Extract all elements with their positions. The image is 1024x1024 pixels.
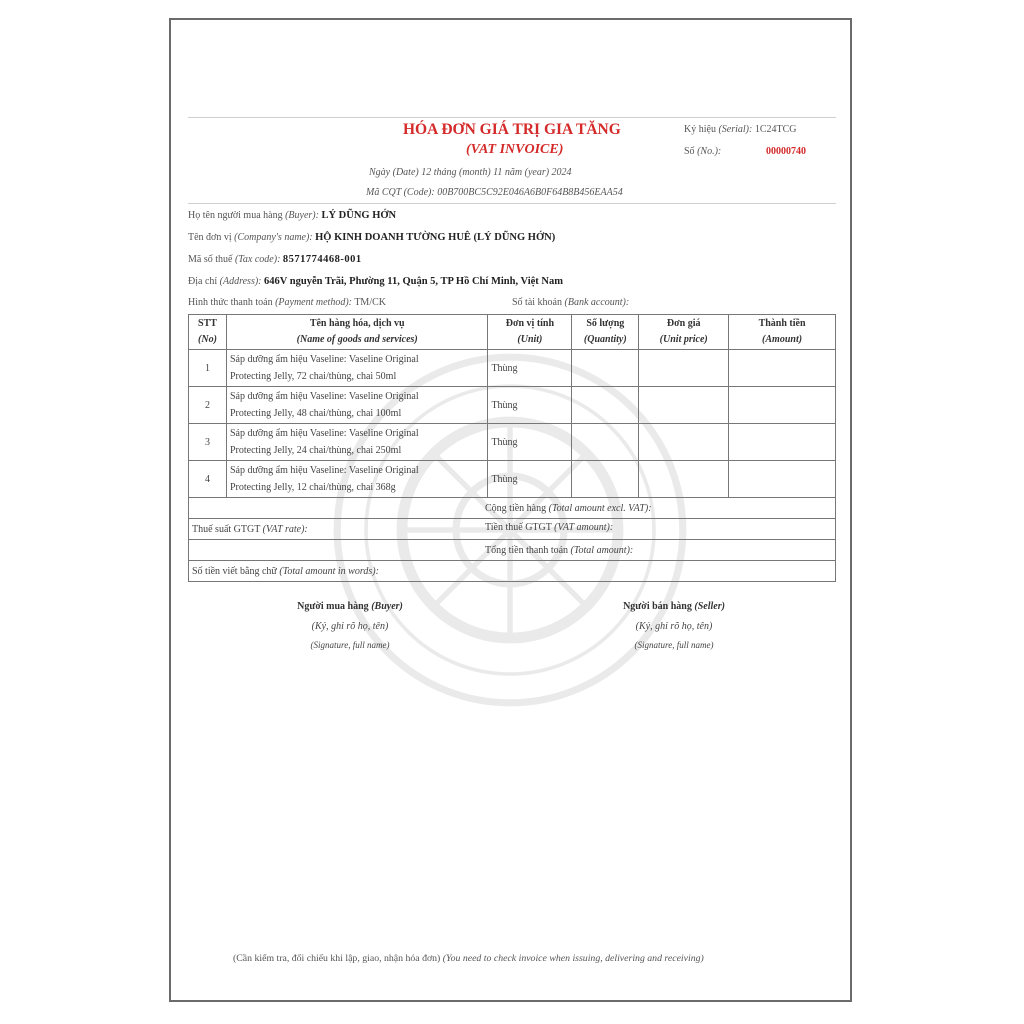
- vat-amount-label-en: (VAT amount):: [554, 522, 614, 533]
- col-header-quantity: Số lượng (Quantity): [572, 315, 639, 350]
- table-header-row: [189, 315, 836, 350]
- invoice-date: Ngày (Date) 12 tháng (month) 11 năm (year) 2024: [369, 167, 572, 178]
- vat-row: [189, 519, 836, 540]
- buyer-name-label-en: (Buyer):: [285, 210, 319, 221]
- payment-method-row: [188, 297, 386, 308]
- bank-account-label-en: (Bank account):: [564, 297, 630, 308]
- row-no: 1: [189, 350, 227, 387]
- buyer-signature-hint: (Ký, ghi rõ họ, tên): [311, 621, 389, 632]
- bank-account-label: Số tài khoản: [512, 297, 562, 308]
- address-value: 646V nguyễn Trãi, Phường 11, Quận 5, TP Hồ Chí Minh, Việt Nam: [264, 276, 563, 287]
- total-amount-label-en: (Total amount):: [570, 544, 634, 556]
- total-amount-row: [189, 540, 836, 561]
- total-excl-vat-label-en: (Total amount excl. VAT):: [548, 502, 652, 514]
- row-amount: [729, 461, 836, 498]
- seller-signature-hint-en: (Signature, full name): [634, 640, 714, 650]
- table-row: [189, 350, 836, 387]
- row-description: Sáp dưỡng ẩm hiệu Vaseline: Vaseline Original Protecting Jelly, 72 chai/thùng, chai 50ml: [226, 350, 487, 387]
- row-quantity: [572, 387, 639, 424]
- number-field-label: [684, 146, 721, 157]
- number-label: Số: [684, 146, 695, 157]
- row-quantity: [572, 461, 639, 498]
- row-quantity: [572, 424, 639, 461]
- buyer-name-value: LÝ DŨNG HỚN: [321, 210, 397, 221]
- table-row: [189, 387, 836, 424]
- amount-in-words-label: Số tiền viết bằng chữ: [192, 565, 277, 577]
- tax-code-value: 8571774468-001: [282, 254, 362, 265]
- row-unit: Thùng: [488, 424, 572, 461]
- address-row: [188, 276, 563, 287]
- col-header-name: Tên hàng hóa, dịch vụ (Name of goods and services): [226, 315, 487, 350]
- payment-method-label: Hình thức thanh toán: [188, 297, 273, 308]
- seller-signature-hint: (Ký, ghi rõ họ, tên): [635, 621, 713, 632]
- serial-field: [684, 124, 797, 135]
- row-unit: Thùng: [488, 461, 572, 498]
- tax-code-row: [188, 254, 362, 265]
- row-unit-price: [639, 350, 729, 387]
- serial-value: 1C24TCG: [754, 124, 797, 135]
- company-label-en: (Company's name):: [234, 232, 313, 243]
- header-bottom-divider: [188, 203, 836, 204]
- row-description: Sáp dưỡng ẩm hiệu Vaseline: Vaseline Original Protecting Jelly, 24 chai/thùng, chai 250ml: [226, 424, 487, 461]
- company-value: HỘ KINH DOANH TƯỜNG HUÊ (LÝ DŨNG HỚN): [315, 232, 556, 243]
- row-unit-price: [639, 461, 729, 498]
- vat-amount-label: Tiền thuế GTGT: [485, 522, 552, 533]
- table-row: [189, 461, 836, 498]
- buyer-signature-block: [250, 601, 450, 650]
- amount-in-words-label-en: (Total amount in words):: [279, 565, 379, 577]
- col-header-unit-price: Đơn giá (Unit price): [639, 315, 729, 350]
- vat-rate-label: Thuế suất GTGT: [192, 523, 261, 535]
- tax-authority-code: Mã CQT (Code): 00B700BC5C92E046A6B0F64B8B456EAA54: [366, 187, 623, 198]
- row-amount: [729, 350, 836, 387]
- tax-code-label: Mã số thuế: [188, 254, 233, 265]
- col-header-no: STT (No): [189, 315, 227, 350]
- invoice-title: HÓA ĐƠN GIÁ TRỊ GIA TĂNG: [403, 121, 621, 138]
- seller-signature-block: [574, 601, 774, 650]
- row-unit-price: [639, 387, 729, 424]
- serial-label-en: (Serial):: [718, 124, 753, 135]
- buyer-signature-hint-en: (Signature, full name): [310, 640, 390, 650]
- row-no: 4: [189, 461, 227, 498]
- items-table: [188, 314, 836, 582]
- row-description: Sáp dưỡng ẩm hiệu Vaseline: Vaseline Original Protecting Jelly, 48 chai/thùng, chai 100ml: [226, 387, 487, 424]
- address-label: Địa chỉ: [188, 276, 218, 287]
- vat-rate-label-en: (VAT rate):: [262, 523, 308, 535]
- row-no: 2: [189, 387, 227, 424]
- row-unit: Thùng: [488, 350, 572, 387]
- buyer-signature-title: Người mua hàng (Buyer): [297, 601, 403, 612]
- invoice-subtitle: (VAT INVOICE): [466, 142, 564, 157]
- footer-note: [233, 953, 704, 964]
- total-excl-vat-label: Cộng tiền hàng: [485, 502, 547, 514]
- total-amount-label: Tổng tiền thanh toán: [485, 544, 569, 556]
- footer-note-en: (You need to check invoice when issuing, delivering and receiving): [442, 953, 704, 964]
- row-unit: Thùng: [488, 387, 572, 424]
- invoice-number: 00000740: [766, 146, 806, 157]
- row-description: Sáp dưỡng ẩm hiệu Vaseline: Vaseline Original Protecting Jelly, 12 chai/thùng, chai 368g: [226, 461, 487, 498]
- serial-label: Ký hiệu: [684, 124, 716, 135]
- amount-in-words-row: [189, 561, 836, 582]
- buyer-name-row: [188, 210, 396, 221]
- row-unit-price: [639, 424, 729, 461]
- row-amount: [729, 424, 836, 461]
- header-divider: [188, 117, 836, 118]
- company-label: Tên đơn vị: [188, 232, 232, 243]
- company-row: [188, 232, 555, 243]
- total-excl-vat-row: [189, 498, 836, 519]
- payment-method-label-en: (Payment method):: [275, 297, 352, 308]
- number-label-en: (No.):: [697, 146, 722, 157]
- table-row: [189, 424, 836, 461]
- tax-code-label-en: (Tax code):: [234, 254, 281, 265]
- seller-signature-title: Người bán hàng (Seller): [623, 601, 725, 612]
- row-no: 3: [189, 424, 227, 461]
- col-header-amount: Thành tiền (Amount): [729, 315, 836, 350]
- buyer-name-label: Họ tên người mua hàng: [188, 210, 283, 221]
- footer-note-vi: (Cần kiểm tra, đối chiếu khi lập, giao, nhận hóa đơn): [233, 953, 441, 964]
- row-quantity: [572, 350, 639, 387]
- row-amount: [729, 387, 836, 424]
- col-header-unit: Đơn vị tính (Unit): [488, 315, 572, 350]
- payment-method-value: TM/CK: [354, 297, 386, 308]
- address-label-en: (Address):: [219, 276, 262, 287]
- bank-account-row: [512, 297, 629, 308]
